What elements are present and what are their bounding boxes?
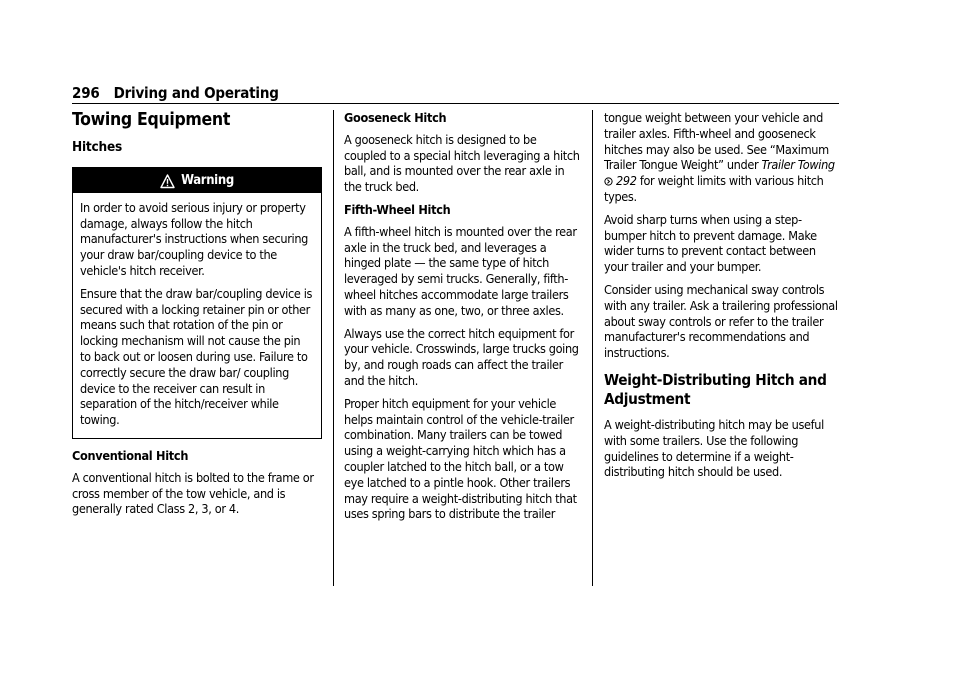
warning-label: Warning xyxy=(181,172,234,188)
fifth-wheel-hitch-heading: Fifth-Wheel Hitch xyxy=(344,201,451,217)
column-1 xyxy=(72,110,322,524)
weight-distributing-heading: Weight-Distributing Hitch and Adjustment xyxy=(604,370,827,408)
warning-paragraph: In order to avoid serious injury or property damage, always follow the hitch manufacturer's instructions when securing your draw bar/coupling device to the vehicle's hitch receiver. xyxy=(80,199,309,278)
column-divider xyxy=(333,110,334,586)
warning-header xyxy=(73,168,321,193)
conventional-hitch-text: A conventional hitch is bolted to the frame or cross member of the tow vehicle, and is generally rated Class 2, 3, or 4. xyxy=(72,469,314,517)
page-title: Towing Equipment xyxy=(72,110,231,130)
page-header xyxy=(72,84,279,102)
correct-equipment-text: Always use the correct hitch equipment for your vehicle. Crosswinds, large trucks going by, and rough roads can affect the trailer and the hitch. xyxy=(344,325,579,388)
conventional-hitch-heading: Conventional Hitch xyxy=(72,447,189,463)
gooseneck-hitch-text: A gooseneck hitch is designed to be coupled to a special hitch leveraging a hitch ball, and is mounted over the rear axle in the truck bed. xyxy=(344,131,580,195)
page-reference-icon xyxy=(604,174,613,183)
warning-box xyxy=(72,167,322,439)
warning-triangle-icon xyxy=(160,173,175,188)
cross-reference-page[interactable]: 292 xyxy=(616,173,637,189)
continued-text-part: tongue weight between your vehicle and trailer axles. Fifth-wheel and gooseneck hitches may also be used. See “Maximum Trailer Tongue Weight” under xyxy=(604,110,829,173)
sharp-turns-text: Avoid sharp turns when using a step-bumper hitch to prevent damage. Make wider turns to prevent contact between your trailer and your bumper. xyxy=(604,211,817,275)
cross-reference-link[interactable]: Trailer Towing xyxy=(761,157,835,173)
fifth-wheel-hitch-text: A fifth-wheel hitch is mounted over the rear axle in the truck bed, and leverages a hinged plate — the same type of hitch leveraged by semi trucks. Generally, fifth-wheel hitches accommodate large trailers with as many as one, two, or three axles. xyxy=(344,223,577,318)
column-divider xyxy=(592,110,593,586)
weight-distributing-text: A weight-distributing hitch may be useful with some trailers. Use the following guidelines to determine if a weight-distributing hitch should be used. xyxy=(604,416,824,480)
section-title: Driving and Operating xyxy=(113,84,279,102)
sway-controls-text: Consider using mechanical sway controls with any trailer. Ask a trailering professional about sway controls or refer to the trailer manufacturer's recommendations and instructions. xyxy=(604,281,838,361)
subsection-heading-hitches: Hitches xyxy=(72,139,123,155)
gooseneck-hitch-heading: Gooseneck Hitch xyxy=(344,110,447,125)
continued-text xyxy=(604,110,840,205)
warning-body xyxy=(73,193,321,438)
proper-equipment-text: Proper hitch equipment for your vehicle helps maintain control of the vehicle-trailer combination. Many trailers can be towed using a weight-carrying hitch which has a coupler latched to the hitch ball, or a tow eye latched to a pintle hook. Other trailers may require a weight-distributing hitch that uses spring bars to distribute the trailer xyxy=(344,395,577,522)
header-divider xyxy=(72,103,839,104)
column-3 xyxy=(604,110,840,487)
warning-paragraph: Ensure that the draw bar/coupling device is secured with a locking retainer pin or other means such that rotation of the pin or locking mechanism will not cause the pin to back out or loosen during use. Failure to correctly secure the draw bar/ coupling device to the receiver can result in separation of the hitch/receiver while towing. xyxy=(80,285,313,428)
column-2 xyxy=(344,110,580,529)
page-number: 296 xyxy=(72,84,100,102)
continued-text-part: for weight limits with various hitch types. xyxy=(604,173,824,204)
